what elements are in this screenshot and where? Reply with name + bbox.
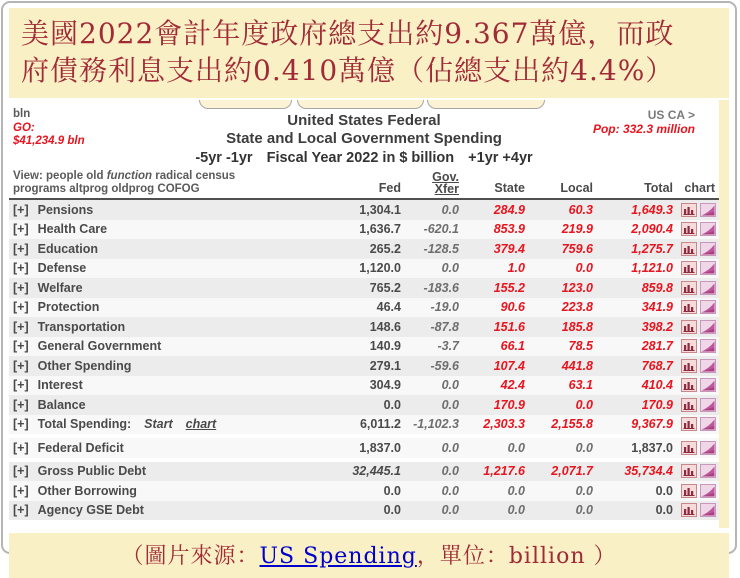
cell-fed: 140.9: [369, 339, 401, 354]
row-chart-icons: [673, 261, 719, 275]
cell-govxfer: -1,102.3: [413, 417, 459, 432]
row-label-cell: [9, 222, 309, 236]
expand-toggle[interactable]: [+]: [13, 397, 29, 412]
bar-chart-icon[interactable]: [681, 222, 697, 236]
row-label-cell: [9, 339, 309, 353]
cell-total: 1,837.0: [631, 440, 673, 455]
headline-banner: [9, 8, 729, 98]
cell-govxfer: -3.7: [437, 339, 459, 354]
cell-total: 410.4: [641, 378, 673, 393]
page-frame: [1, 1, 737, 569]
cell-total: 768.7: [641, 358, 673, 373]
col-header-govxfer-line1: Gov.: [432, 170, 459, 184]
table-row: [9, 395, 719, 415]
table-row: [9, 278, 719, 298]
table-row: [9, 356, 719, 376]
table-header: [9, 100, 719, 166]
cell-total: 281.7: [641, 339, 673, 354]
col-header-govxfer[interactable]: [401, 171, 459, 196]
row-label-cell: [9, 417, 309, 431]
source-link[interactable]: US Spending: [259, 544, 417, 569]
expand-toggle[interactable]: [+]: [13, 358, 29, 373]
table-row: [9, 337, 719, 357]
row-label[interactable]: Transportation: [37, 319, 126, 334]
table-row: [9, 438, 719, 458]
row-chart-icons: [673, 441, 719, 455]
row-chart-icons: [673, 398, 719, 412]
cell-state: 0.0: [507, 483, 525, 498]
table-row: [9, 376, 719, 396]
table-panel: [9, 100, 719, 528]
cell-state: 66.1: [500, 339, 525, 354]
row-label-cell: [9, 300, 309, 314]
cell-govxfer: 0.0: [441, 503, 459, 518]
row-label[interactable]: Balance: [37, 397, 86, 412]
prev-year-links[interactable]: -5yr -1yr: [195, 150, 253, 166]
cell-govxfer: 0.0: [441, 378, 459, 393]
cell-total: 1,121.0: [631, 261, 673, 276]
row-label[interactable]: Protection: [37, 300, 100, 315]
cell-govxfer: -128.5: [423, 241, 459, 256]
cell-total: 1,649.3: [631, 202, 673, 217]
headline-line2: 府債務利息支出約0.410萬億（佔總支出約4.4%）: [21, 54, 675, 87]
row-chart-icons: [673, 222, 719, 236]
row-label[interactable]: General Government: [37, 339, 162, 354]
col-header-total: Total: [644, 181, 673, 195]
source-post: ，單位：billion ）: [416, 544, 617, 569]
row-label[interactable]: Education: [37, 241, 99, 256]
cell-local: 759.6: [561, 241, 593, 256]
cell-govxfer: 0.0: [441, 464, 459, 479]
cell-fed: 1,837.0: [359, 440, 401, 455]
row-label-cell: [9, 359, 309, 373]
bar-chart-icon[interactable]: [681, 398, 697, 412]
table-row: [9, 259, 719, 279]
bar-chart-icon[interactable]: [681, 203, 697, 217]
area-chart-icon[interactable]: [700, 398, 716, 412]
cell-state: 379.4: [493, 241, 525, 256]
cell-fed: 1,636.7: [359, 222, 401, 237]
view-links-1[interactable]: View: people old: [13, 170, 107, 182]
population-value: Pop: 332.3 million: [592, 122, 695, 136]
cell-total: 2,090.4: [631, 222, 673, 237]
row-label-cell: [9, 398, 309, 412]
expand-toggle[interactable]: [+]: [13, 440, 29, 455]
row-chart-icons: [673, 359, 719, 373]
expand-toggle[interactable]: [+]: [13, 378, 29, 393]
row-label[interactable]: Gross Public Debt: [37, 464, 146, 479]
expand-toggle[interactable]: [+]: [13, 261, 29, 276]
cell-local: 60.3: [568, 202, 593, 217]
cell-fed: 0.0: [383, 503, 401, 518]
bar-chart-icon[interactable]: [681, 281, 697, 295]
bar-chart-icon[interactable]: [681, 503, 697, 517]
row-label[interactable]: Defense: [37, 261, 87, 276]
cell-total: 170.9: [641, 397, 673, 412]
bar-chart-icon[interactable]: [681, 261, 697, 275]
col-header-govxfer-line2: Xfer: [434, 182, 459, 196]
cell-total: 35,734.4: [624, 464, 673, 479]
bar-chart-icon[interactable]: [681, 378, 697, 392]
cell-govxfer: -87.8: [430, 319, 459, 334]
bar-chart-icon[interactable]: [681, 484, 697, 498]
table-row: [9, 200, 719, 220]
cell-total: 9,367.9: [631, 417, 673, 432]
cell-local: 185.8: [561, 319, 593, 334]
cell-govxfer: -19.0: [430, 300, 459, 315]
table-section: [9, 100, 729, 528]
cell-govxfer: -620.1: [423, 222, 459, 237]
cell-fed: 46.4: [376, 300, 401, 315]
cell-fed: 1,304.1: [359, 202, 401, 217]
row-label-cell: [9, 464, 309, 478]
col-header-state: State: [494, 181, 525, 195]
cell-govxfer: 0.0: [441, 261, 459, 276]
cell-state: 1,217.6: [483, 464, 525, 479]
source-pre: （圖片來源：: [121, 544, 260, 569]
source-bar: [9, 533, 729, 578]
bar-chart-icon[interactable]: [681, 359, 697, 373]
unit-label: bln: [13, 108, 31, 120]
bar-chart-icon[interactable]: [681, 339, 697, 353]
expand-toggle[interactable]: [+]: [13, 319, 29, 334]
expand-toggle[interactable]: [+]: [13, 222, 29, 237]
cell-state: 42.4: [500, 378, 525, 393]
row-label[interactable]: Interest: [37, 378, 83, 393]
table-row: [9, 220, 719, 240]
row-chart-icons: [673, 339, 719, 353]
cell-govxfer: 0.0: [441, 397, 459, 412]
table-row: [9, 317, 719, 337]
area-chart-icon[interactable]: [700, 484, 716, 498]
row-chart-icons: [673, 464, 719, 478]
cell-local: 78.5: [568, 339, 593, 354]
cell-local: 441.8: [561, 358, 593, 373]
bar-chart-icon[interactable]: [681, 242, 697, 256]
row-label[interactable]: Agency GSE Debt: [37, 503, 144, 518]
row-label-cell: [9, 441, 309, 455]
row-label[interactable]: Pensions: [37, 202, 94, 217]
row-label-extra: Start: [144, 417, 173, 432]
area-chart-icon[interactable]: [700, 464, 716, 478]
area-chart-icon[interactable]: [700, 242, 716, 256]
area-chart-icon[interactable]: [700, 300, 716, 314]
cell-state: 284.9: [493, 202, 525, 217]
expand-toggle[interactable]: [+]: [13, 483, 29, 498]
row-label-cell: [9, 320, 309, 334]
expand-toggle[interactable]: [+]: [13, 464, 29, 479]
cell-fed: 765.2: [369, 280, 401, 295]
cell-fed: 279.1: [369, 358, 401, 373]
cell-state: 2,303.3: [483, 417, 525, 432]
area-chart-icon[interactable]: [700, 417, 716, 431]
headline-line1: 美國2022會計年度政府總支出約9.367萬億，而政: [21, 17, 675, 50]
col-header-local: Local: [560, 181, 593, 195]
cell-local: 0.0: [575, 483, 593, 498]
row-chart-icons: [673, 484, 719, 498]
cell-total: 0.0: [655, 483, 673, 498]
expand-toggle[interactable]: [+]: [13, 300, 29, 315]
cell-govxfer: 0.0: [441, 483, 459, 498]
go-value: $41,234.9 bln: [13, 135, 85, 147]
cell-fed: 304.9: [369, 378, 401, 393]
cell-total: 1,275.7: [631, 241, 673, 256]
cell-total: 0.0: [655, 503, 673, 518]
row-label-cell: [9, 261, 309, 275]
go-label[interactable]: GO:: [13, 121, 35, 134]
view-current: function: [106, 170, 153, 182]
table-row: [9, 298, 719, 318]
cell-local: 123.0: [561, 280, 593, 295]
cell-govxfer: 0.0: [441, 202, 459, 217]
cell-local: 0.0: [575, 503, 593, 518]
cell-state: 107.4: [493, 358, 525, 373]
row-label-cell: [9, 378, 309, 392]
col-header-fed: Fed: [378, 181, 401, 195]
row-label-cell: [9, 281, 309, 295]
row-chart-icons: [673, 281, 719, 295]
cell-local: 2,071.7: [551, 464, 593, 479]
row-label[interactable]: Other Borrowing: [37, 483, 137, 498]
row-label[interactable]: Other Spending: [37, 358, 132, 373]
cell-state: 853.9: [493, 222, 525, 237]
cell-local: 2,155.8: [551, 417, 593, 432]
area-chart-icon[interactable]: [700, 339, 716, 353]
title-line1: United States Federal: [287, 112, 441, 129]
fiscal-year-label: Fiscal Year 2022 in $ billion: [266, 150, 455, 166]
area-chart-icon[interactable]: [700, 281, 716, 295]
table-row: [9, 462, 719, 482]
cell-local: 0.0: [575, 261, 593, 276]
right-stats: [593, 108, 695, 136]
table-row: [9, 481, 719, 501]
expand-toggle[interactable]: [+]: [13, 503, 29, 518]
area-chart-icon[interactable]: [700, 203, 716, 217]
view-links-3[interactable]: programs altprog oldprog COFOG: [13, 183, 200, 195]
cell-state: 155.2: [493, 280, 525, 295]
expand-toggle[interactable]: [+]: [13, 241, 29, 256]
view-switcher[interactable]: [9, 170, 309, 196]
bar-chart-icon[interactable]: [681, 417, 697, 431]
row-chart-icons: [673, 320, 719, 334]
row-label-cell: [9, 503, 309, 517]
table-row: [9, 501, 719, 521]
area-chart-icon[interactable]: [700, 378, 716, 392]
cell-state: 1.0: [507, 261, 525, 276]
row-label[interactable]: Federal Deficit: [37, 440, 124, 455]
row-label-cell: [9, 484, 309, 498]
cell-state: 170.9: [493, 397, 525, 412]
bar-chart-icon[interactable]: [681, 441, 697, 455]
cell-total: 341.9: [641, 300, 673, 315]
expand-toggle[interactable]: [+]: [13, 417, 29, 432]
row-chart-icons: [673, 503, 719, 517]
table-body: [9, 200, 719, 520]
cell-total: 859.8: [641, 280, 673, 295]
column-header-row: [9, 170, 719, 200]
cell-fed: 32,445.1: [352, 464, 401, 479]
col-header-chart: chart: [684, 181, 715, 195]
cell-local: 219.9: [561, 222, 593, 237]
cell-fed: 265.2: [369, 241, 401, 256]
cell-local: 0.0: [575, 440, 593, 455]
cell-fed: 0.0: [383, 483, 401, 498]
left-stats: [13, 108, 85, 149]
expand-toggle[interactable]: [+]: [13, 339, 29, 354]
row-chart-icons: [673, 378, 719, 392]
cell-state: 90.6: [500, 300, 525, 315]
cell-fed: 0.0: [383, 397, 401, 412]
row-chart-icons: [673, 417, 719, 431]
expand-toggle[interactable]: [+]: [13, 280, 29, 295]
area-chart-icon[interactable]: [700, 359, 716, 373]
row-label-link[interactable]: chart: [185, 417, 217, 432]
cell-local: 223.8: [561, 300, 593, 315]
row-chart-icons: [673, 203, 719, 217]
cell-fed: 6,011.2: [359, 417, 401, 432]
row-chart-icons: [673, 300, 719, 314]
cell-fed: 148.6: [369, 319, 401, 334]
bar-chart-icon[interactable]: [681, 320, 697, 334]
bar-chart-icon[interactable]: [681, 300, 697, 314]
cell-local: 0.0: [575, 397, 593, 412]
view-links-2[interactable]: radical census: [152, 170, 236, 182]
year-nav: [9, 150, 719, 166]
bar-chart-icon[interactable]: [681, 464, 697, 478]
row-label[interactable]: Total Spending:: [37, 417, 132, 432]
region-links[interactable]: US CA >: [647, 108, 695, 122]
row-label-cell: [9, 242, 309, 256]
next-year-links[interactable]: +1yr +4yr: [468, 150, 533, 166]
cell-govxfer: -183.6: [423, 280, 459, 295]
area-chart-icon[interactable]: [700, 320, 716, 334]
area-chart-icon[interactable]: [700, 503, 716, 517]
cell-local: 63.1: [568, 378, 593, 393]
cell-state: 0.0: [507, 503, 525, 518]
cell-govxfer: 0.0: [441, 440, 459, 455]
row-label[interactable]: Welfare: [37, 280, 83, 295]
cell-total: 398.2: [641, 319, 673, 334]
area-chart-icon[interactable]: [700, 261, 716, 275]
expand-toggle[interactable]: [+]: [13, 202, 29, 217]
area-chart-icon[interactable]: [700, 222, 716, 236]
title-line2: State and Local Government Spending: [226, 129, 502, 147]
row-label-cell: [9, 203, 309, 217]
table-row: [9, 415, 719, 435]
cell-state: 0.0: [507, 440, 525, 455]
table-row: [9, 239, 719, 259]
cell-fed: 1,120.0: [359, 261, 401, 276]
cell-govxfer: -59.6: [430, 358, 459, 373]
cell-state: 151.6: [493, 319, 525, 334]
row-label[interactable]: Health Care: [37, 222, 108, 237]
area-chart-icon[interactable]: [700, 441, 716, 455]
row-chart-icons: [673, 242, 719, 256]
